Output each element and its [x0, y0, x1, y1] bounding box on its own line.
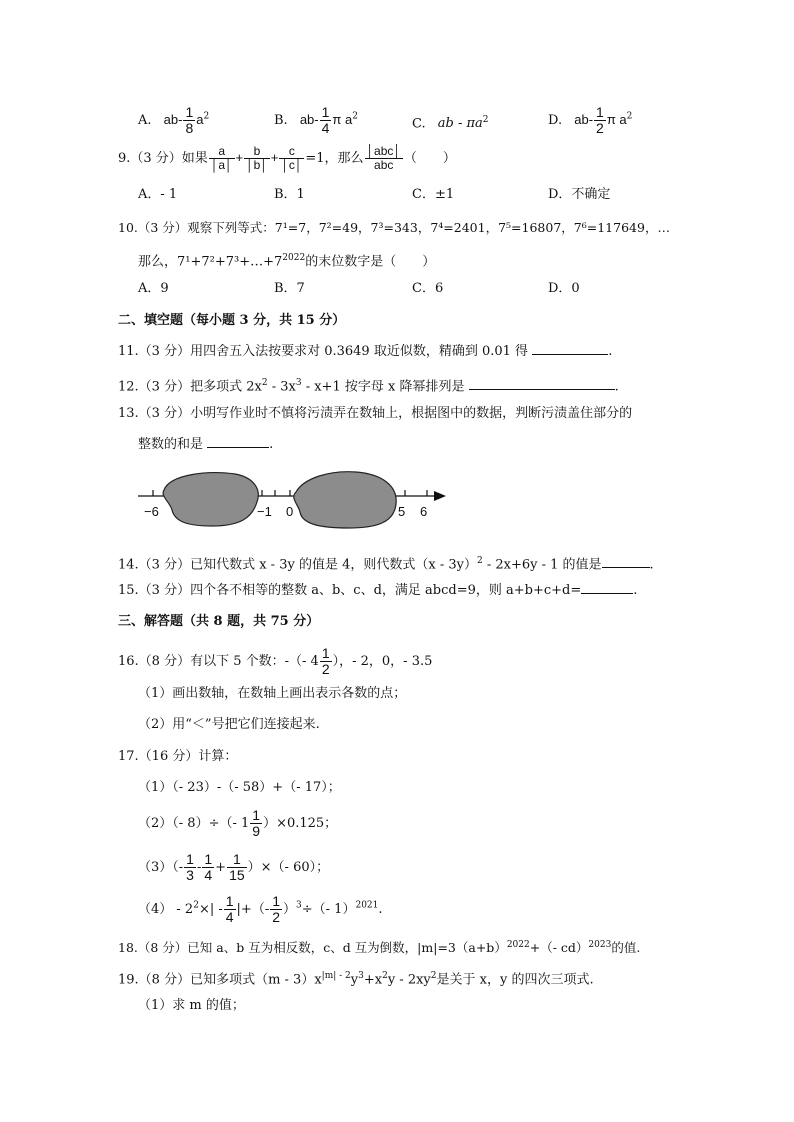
q13-line1: 13.（3 分）小明写作业时不慎将污渍弄在数轴上，根据图中的数据，判断污渍盖住部分的	[118, 406, 633, 421]
q15: 15.（3 分）四个各不相等的整数 a、b、c、d，满足 abcd=9，则 a+b+c+d= .	[118, 583, 638, 598]
ink-stain-right	[294, 472, 396, 528]
fraction: $\frac{1}{2}$	[272, 893, 281, 925]
fraction: $\frac{1}{2}$	[596, 104, 604, 136]
answer-blank[interactable]	[469, 389, 615, 390]
fraction: $\frac{\text{│abc│}}{\text{abc}}$	[366, 144, 401, 172]
number-line-figure	[130, 466, 460, 536]
q16-stem: 16.（8 分）有以下 5 个数：-（- 4 $\frac{1}{2}$ ），- 2，0，- 3.5	[118, 645, 433, 677]
fraction: $\frac{1}{3}$	[186, 851, 194, 883]
q8-option-b[interactable]: B. ab- $\frac{1}{4}$ π $a^2$	[274, 104, 358, 136]
tick-label: 5	[398, 504, 406, 519]
q9-stem: 9.（3 分）如果 $\frac{a}{│a│}$ + $\frac{b}{│b│}$ + $\frac{c}{│c│}$ =1，那么 $\frac{\text{│abc│}}{\text{abc}}$ （ ）	[118, 144, 456, 172]
q10-option-a[interactable]: A．9	[138, 281, 169, 296]
fraction: $\frac{1}{15}$	[229, 851, 245, 883]
q10-option-b[interactable]: B．7	[274, 281, 305, 296]
ink-stain-left	[163, 473, 258, 526]
fraction: $\frac{1}{9}$	[252, 807, 261, 839]
q10-stem-line2: 那么，$7^1+7^2+7^3+\dots+7^{2022}$的末位数字是（ ）	[138, 253, 436, 270]
q16-part2: （2）用“＜”号把它们连接起来.	[138, 717, 320, 732]
q9-option-b[interactable]: B．1	[274, 187, 305, 202]
q17-title: 17.（16 分）计算：	[118, 749, 238, 764]
fraction: $\frac{c}{│c│}$	[281, 144, 303, 172]
fraction: $\frac{1}{8}$	[185, 104, 194, 136]
option-label: D.	[548, 113, 563, 128]
answer-blank[interactable]	[602, 567, 650, 568]
fraction: $\frac{1}{2}$	[321, 645, 330, 677]
q12: 12.（3 分）把多项式 $2x^2 - 3x^3 - x+1$ 按字母 x 降幂排列是 .	[118, 378, 619, 395]
q10-option-d[interactable]: D．0	[548, 281, 580, 296]
answer-blank[interactable]	[207, 447, 269, 448]
q17-part2: （2）（- 8）÷（- 1 $\frac{1}{9}$ ）×0.125；	[138, 807, 338, 839]
axis-arrow	[434, 491, 446, 501]
option-label: C.	[412, 116, 426, 132]
q13-line2: 整数的和是 .	[138, 437, 274, 452]
q17-part3: （3）（- $\frac{1}{3}$ - $\frac{1}{4}$ + $\frac{1}{15}$ ）×（- 60）；	[138, 851, 330, 883]
expr-text: a	[196, 112, 204, 127]
q9-option-a[interactable]: A．- 1	[138, 187, 178, 202]
section-2-heading: 二、填空题（每小题 3 分，共 15 分）	[118, 313, 346, 328]
q10-option-c[interactable]: C．6	[412, 281, 444, 296]
section-3-heading: 三、解答题（共 8 题，共 75 分）	[118, 614, 320, 629]
q11: 11.（3 分）用四舍五入法按要求对 0.3649 取近似数，精确到 0.01 得 .	[118, 344, 613, 359]
q8-option-d[interactable]: D. ab- $\frac{1}{2}$ π $a^2$	[548, 104, 633, 136]
tick-label: −6	[144, 504, 159, 519]
q18: 18.（8 分）已知 a、b 互为相反数，c、d 互为倒数，$|m|=3(a+b)^{2022}+(-$ cd）$^{2023}$的值.	[118, 940, 641, 956]
fraction: $\frac{1}{4}$	[225, 893, 234, 925]
answer-blank[interactable]	[581, 593, 633, 594]
q14: 14.（3 分）已知代数式 x - 3y 的值是 4，则代数式（x - 3y）$^2$ - 2x+6y - 1 的值是 .	[118, 556, 654, 573]
q17-part4: $(4) - 2^2\times|$ - $\frac{1}{4}$ |+（- $\frac{1}{2}$ ）$^3$÷（- 1）$^{2021}$.	[138, 893, 383, 925]
expr-text: ab-	[163, 112, 183, 127]
answer-blank[interactable]	[532, 354, 608, 355]
fraction: $\frac{b}{│b│}$	[246, 144, 268, 172]
fraction: $\frac{1}{4}$	[204, 851, 213, 883]
fraction: $\frac{a}{│a│}$	[210, 144, 233, 172]
q9-option-d[interactable]: D．不确定	[548, 187, 611, 202]
option-label: A.	[138, 113, 152, 128]
option-label: B.	[274, 113, 288, 128]
q10-stem-line1: 10.（3 分）观察下列等式：7¹=7，7²=49，7³=343，7⁴=2401，7⁵=16807，7⁶=117649，…	[118, 220, 670, 235]
fraction: $\frac{1}{4}$	[321, 104, 330, 136]
tick-label: −1	[257, 504, 272, 519]
q16-part1: （1）画出数轴，在数轴上画出表示各数的点；	[138, 686, 407, 701]
q8-option-c[interactable]: C. ab - $\pi a^2$	[412, 115, 489, 132]
q9-option-c[interactable]: C．±1	[412, 187, 455, 202]
q19-part1: （1）求 m 的值；	[138, 998, 245, 1013]
q19-stem: 19.（8 分）已知多项式$(m - 3)x^{|m| - 2}y^3+x^2y - 2xy^2$是关于 x，y 的四次三项式.	[118, 971, 594, 988]
tick-label: 6	[420, 504, 428, 519]
q8-option-a[interactable]: A. ab- $\frac{1}{8}$ $a^2$	[138, 104, 210, 136]
tick-label: 0	[286, 504, 294, 519]
q17-part1: （1）（- 23）-（- 58）+（- 17）；	[138, 780, 341, 795]
